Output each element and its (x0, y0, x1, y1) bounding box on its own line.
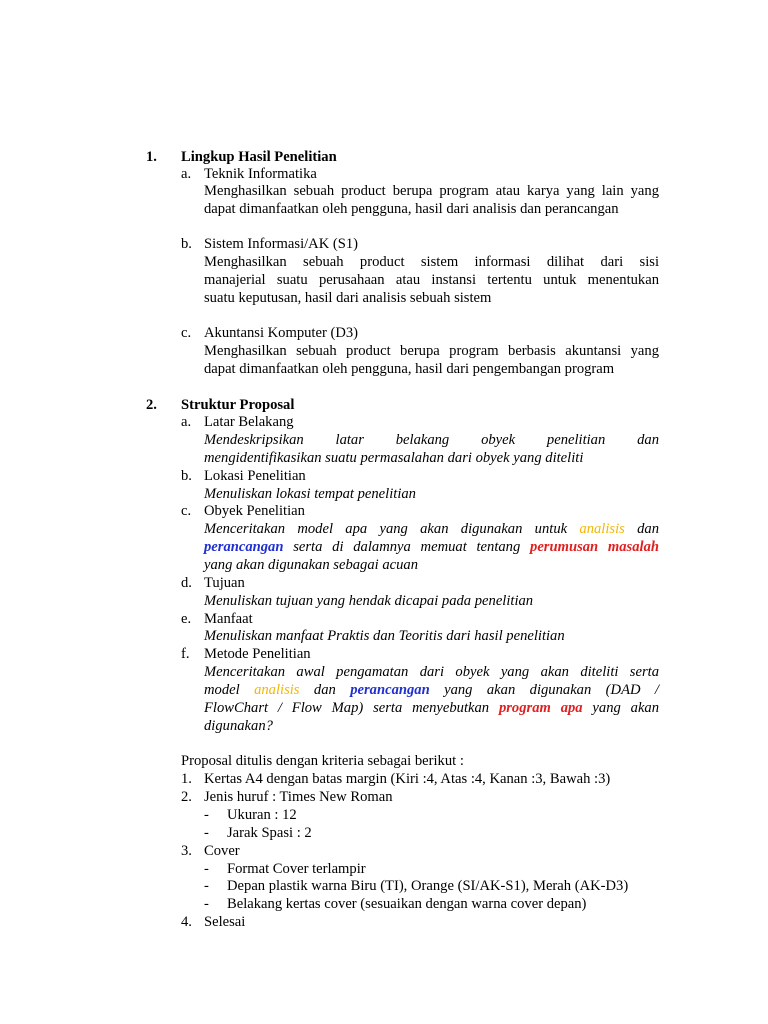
item-c-text: Menghasilkan sebuah product berupa program berbasis akuntansi yang (204, 343, 659, 359)
item-a-text: Mendeskripsikan latar belakang obyek penelitian dan (204, 432, 659, 448)
criteria-subitem: Format Cover terlampir (227, 861, 366, 877)
criteria-item: Cover (204, 843, 240, 859)
item-c-text (204, 538, 659, 556)
item-a-text: Menghasilkan sebuah product berupa program atau karya yang lain yang (204, 183, 659, 199)
item-b-label: b. (181, 236, 192, 252)
text-span: FlowChart / Flow Map) serta menyebutkan (204, 700, 499, 716)
item-f-text: Menceritakan awal pengamatan dari obyek yang akan diteliti serta (204, 664, 659, 680)
item-a-text: dapat dimanfaatkan oleh pengguna, hasil dari analisis dan perancangan (204, 201, 619, 217)
item-e-label: e. (181, 611, 192, 627)
criteria-subitem: Depan plastik warna Biru (TI), Orange (SI/AK-S1), Merah (AK-D3) (227, 878, 629, 894)
item-e-title: Manfaat (204, 611, 253, 627)
item-f-text: digunakan? (204, 718, 273, 734)
criteria-subitem: Ukuran : 12 (227, 807, 297, 823)
criteria-number: 2. (181, 789, 192, 805)
item-e-text: Menuliskan manfaat Praktis dan Teoritis dari hasil penelitian (204, 628, 565, 644)
item-b-label: b. (181, 468, 192, 484)
item-a-title: Latar Belakang (204, 414, 294, 430)
text-span: model (204, 682, 255, 698)
bullet-dash: - (204, 878, 209, 894)
item-b-text: Menuliskan lokasi tempat penelitian (204, 486, 416, 502)
item-a-text: mengidentifikasikan suatu permasalahan dari obyek yang diteliti (204, 450, 584, 466)
criteria-number: 1. (181, 771, 192, 787)
item-f-text (204, 681, 659, 699)
item-b-title: Sistem Informasi/AK (S1) (204, 236, 359, 252)
item-c-text: dapat dimanfaatkan oleh pengguna, hasil dari pengembangan program (204, 361, 615, 377)
bullet-dash: - (204, 861, 209, 877)
item-f-label: f. (181, 646, 190, 662)
item-b-text: suatu keputusan, hasil dari analisis sebuah sistem (204, 290, 492, 306)
item-a-label: a. (181, 414, 192, 430)
bullet-dash: - (204, 896, 209, 912)
item-a-label: a. (181, 166, 192, 182)
section-2-number: 2. (146, 397, 157, 413)
item-c-label: c. (181, 503, 192, 519)
section-1-number: 1. (146, 149, 157, 165)
item-c-title: Akuntansi Komputer (D3) (204, 325, 359, 341)
bullet-dash: - (204, 825, 209, 841)
item-c-text (204, 520, 659, 538)
text-span: yang akan (582, 700, 660, 716)
highlight-analisis: analisis (254, 682, 300, 698)
item-c-label: c. (181, 325, 192, 341)
item-f-text (204, 699, 659, 717)
criteria-intro: Proposal ditulis dengan kriteria sebagai berikut : (181, 753, 464, 769)
text-span: serta di dalamnya memuat tentang (283, 539, 531, 555)
item-d-text: Menuliskan tujuan yang hendak dicapai pada penelitian (204, 593, 534, 609)
text-span: dan (299, 682, 351, 698)
criteria-subitem: Jarak Spasi : 2 (227, 825, 312, 841)
item-c-title: Obyek Penelitian (204, 503, 305, 519)
bullet-dash: - (204, 807, 209, 823)
item-c-text: yang akan digunakan sebagai acuan (204, 557, 419, 573)
text-span: yang akan digunakan (DAD / (429, 682, 659, 698)
highlight-analisis: analisis (579, 521, 625, 537)
section-1-title: Lingkup Hasil Penelitian (181, 149, 337, 165)
highlight-perancangan: perancangan (350, 682, 430, 698)
criteria-item: Jenis huruf : Times New Roman (204, 789, 393, 805)
highlight-perumusan-masalah: perumusan masalah (530, 539, 660, 555)
item-d-label: d. (181, 575, 192, 591)
highlight-perancangan: perancangan (204, 539, 284, 555)
item-b-text: Menghasilkan sebuah product sistem informasi dilihat dari sisi (204, 254, 659, 270)
item-a-title: Teknik Informatika (204, 166, 317, 182)
item-d-title: Tujuan (204, 575, 245, 591)
criteria-subitem: Belakang kertas cover (sesuaikan dengan warna cover depan) (227, 896, 587, 912)
text-span: dan (624, 521, 659, 537)
criteria-number: 3. (181, 843, 192, 859)
text-span: Menceritakan model apa yang akan digunakan untuk (204, 521, 580, 537)
item-b-text: manajerial suatu perusahaan atau instansi tertentu untuk menentukan (204, 272, 659, 288)
criteria-item: Kertas A4 dengan batas margin (Kiri :4, Atas :4, Kanan :3, Bawah :3) (204, 771, 611, 787)
criteria-item: Selesai (204, 914, 246, 930)
highlight-program-apa: program apa (498, 700, 583, 716)
item-b-title: Lokasi Penelitian (204, 468, 306, 484)
section-2-title: Struktur Proposal (181, 397, 295, 413)
criteria-number: 4. (181, 914, 192, 930)
item-f-title: Metode Penelitian (204, 646, 311, 662)
